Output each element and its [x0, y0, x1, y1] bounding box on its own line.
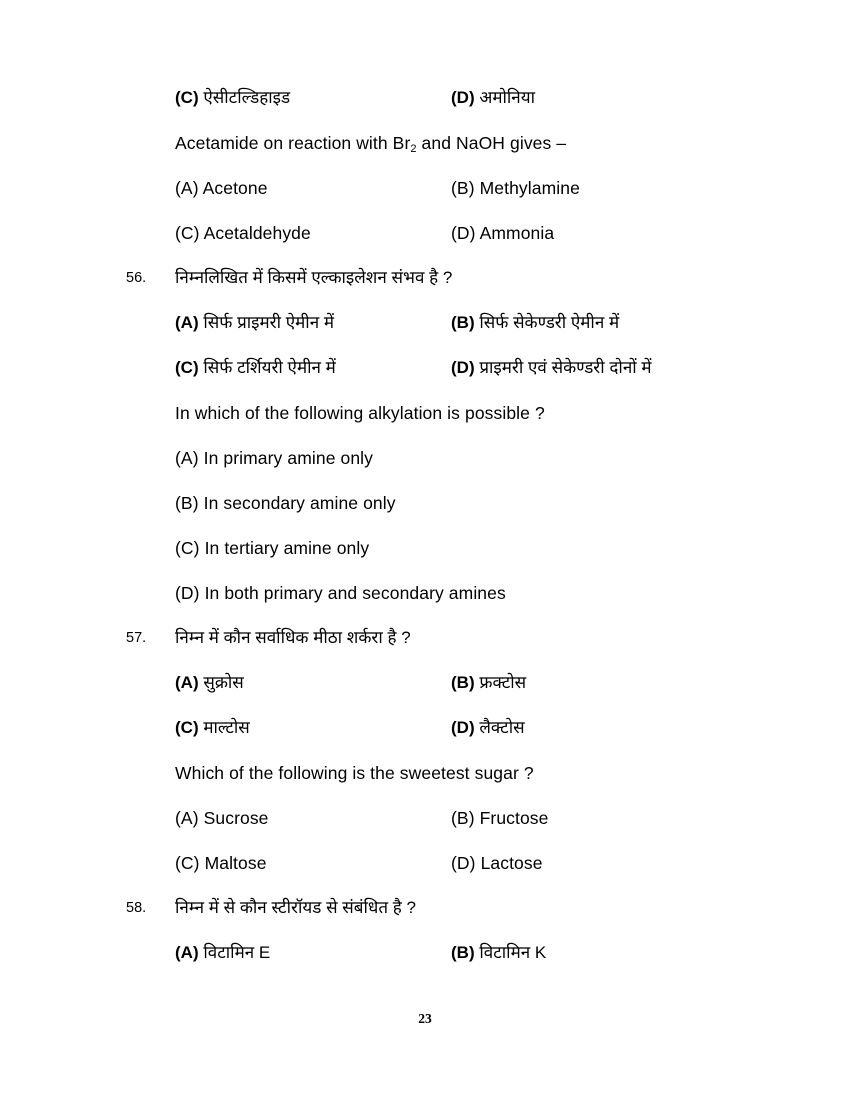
option-text: Acetone [202, 178, 268, 198]
option-text: In tertiary amine only [204, 538, 370, 558]
question-58-stem-hindi: निम्न में से कौन स्टीरॉयड से संबंधित है ? [175, 898, 416, 917]
question-58-stem-hindi-row [0, 896, 850, 941]
option-label: (D) [451, 718, 475, 737]
option-row [0, 86, 850, 131]
option-text: In secondary amine only [203, 493, 396, 513]
q58-option-a-hindi [175, 941, 270, 965]
q57-option-b-hindi [451, 671, 526, 695]
option-text: Maltose [204, 853, 267, 873]
question-56-stem-english: In which of the following alkylation is possible ? [175, 403, 545, 423]
option-text: In primary amine only [203, 448, 373, 468]
option-row [0, 806, 850, 851]
question-56-stem-hindi-row [0, 266, 850, 311]
option-row [0, 716, 850, 761]
q57-option-a-english [175, 806, 269, 830]
question-57-stem-hindi-row [0, 626, 850, 671]
option-label: (A) [175, 448, 199, 468]
option-label: (C) [175, 358, 199, 377]
option-row [0, 941, 850, 986]
option-label: (C) [175, 718, 199, 737]
q56-option-d-hindi [451, 356, 652, 380]
option-text: Acetaldehyde [203, 223, 311, 243]
option-label: (A) [175, 673, 199, 692]
option-text: Sucrose [203, 808, 269, 828]
option-text: Ammonia [479, 223, 555, 243]
option-text: In both primary and secondary amines [204, 583, 506, 603]
option-text: अमोनिया [479, 88, 536, 107]
option-text: सुक्रोस [203, 673, 244, 692]
option-d-hindi [451, 86, 535, 110]
option-d-english [451, 221, 554, 245]
option-label: (D) [451, 853, 476, 873]
option-text: Methylamine [479, 178, 580, 198]
q56-option-c-english [175, 536, 369, 560]
q56-option-c-hindi [175, 356, 336, 380]
option-label: (C) [175, 223, 200, 243]
q57-option-d-english [451, 851, 543, 875]
question-57-stem-hindi: निम्न में कौन सर्वाधिक मीठा शर्करा है ? [175, 628, 411, 647]
option-row [0, 311, 850, 356]
option-a-english [175, 176, 268, 200]
option-row [0, 581, 850, 626]
option-text: विटामिन K [479, 943, 547, 962]
question-number-57: 57. [126, 630, 147, 646]
option-label: (C) [175, 538, 200, 558]
option-label: (B) [175, 493, 199, 513]
question-56-stem-english-row [0, 401, 850, 446]
option-label: (D) [451, 358, 475, 377]
page-number: 23 [418, 1011, 432, 1026]
option-text: ऐसीटल्डिहाइड [203, 88, 291, 107]
option-label: (B) [451, 808, 475, 828]
option-label: (A) [175, 943, 199, 962]
option-text: विटामिन E [203, 943, 271, 962]
subscript-2: 2 [410, 143, 417, 155]
question-57-stem-english-row [0, 761, 850, 806]
option-row [0, 491, 850, 536]
option-row [0, 356, 850, 401]
option-label: (B) [451, 943, 475, 962]
option-text: सिर्फ सेकेण्डरी ऐमीन में [479, 313, 620, 332]
question-57-stem-english: Which of the following is the sweetest sugar ? [175, 763, 534, 783]
option-label: (A) [175, 178, 199, 198]
question-number-58: 58. [126, 900, 147, 916]
q57-option-b-english [451, 806, 549, 830]
question-number-56: 56. [126, 270, 147, 286]
option-b-english [451, 176, 580, 200]
option-label: (D) [451, 223, 476, 243]
q56-option-a-english [175, 446, 373, 470]
option-label: (B) [451, 673, 475, 692]
option-row [0, 671, 850, 716]
q57-option-c-hindi [175, 716, 250, 740]
option-c-hindi [175, 86, 290, 110]
option-row [0, 176, 850, 221]
question-stem-row [0, 131, 850, 176]
option-text: लैक्टोस [479, 718, 525, 737]
q56-option-d-english [175, 581, 506, 605]
option-row [0, 446, 850, 491]
q57-option-a-hindi [175, 671, 244, 695]
question-56-stem-hindi: निम्नलिखित में किसमें एल्काइलेशन संभव है ? [175, 268, 453, 287]
option-label: (C) [175, 88, 199, 107]
option-c-english [175, 221, 311, 245]
option-row [0, 851, 850, 896]
option-label: (D) [175, 583, 200, 603]
stem-part-1: Acetamide on reaction with Br [175, 133, 411, 153]
option-text: प्राइमरी एवं सेकेण्डरी दोनों में [479, 358, 652, 377]
option-text: सिर्फ प्राइमरी ऐमीन में [203, 313, 335, 332]
option-label: (A) [175, 808, 199, 828]
page-content [0, 86, 850, 986]
option-text: फ्रक्टोस [479, 673, 527, 692]
acetamide-stem-english [175, 131, 566, 161]
q57-option-d-hindi [451, 716, 525, 740]
stem-part-2: and NaOH gives – [416, 133, 567, 153]
q58-option-b-hindi [451, 941, 546, 965]
option-text: माल्टोस [203, 718, 250, 737]
q56-option-b-english [175, 491, 396, 515]
option-label: (C) [175, 853, 200, 873]
q56-option-a-hindi [175, 311, 334, 335]
q57-option-c-english [175, 851, 267, 875]
option-label: (A) [175, 313, 199, 332]
option-text: सिर्फ टर्शियरी ऐमीन में [203, 358, 336, 377]
option-row [0, 536, 850, 581]
option-label: (B) [451, 313, 475, 332]
option-label: (D) [451, 88, 475, 107]
option-text: Fructose [479, 808, 549, 828]
q56-option-b-hindi [451, 311, 619, 335]
option-text: Lactose [480, 853, 543, 873]
option-row [0, 221, 850, 266]
option-label: (B) [451, 178, 475, 198]
